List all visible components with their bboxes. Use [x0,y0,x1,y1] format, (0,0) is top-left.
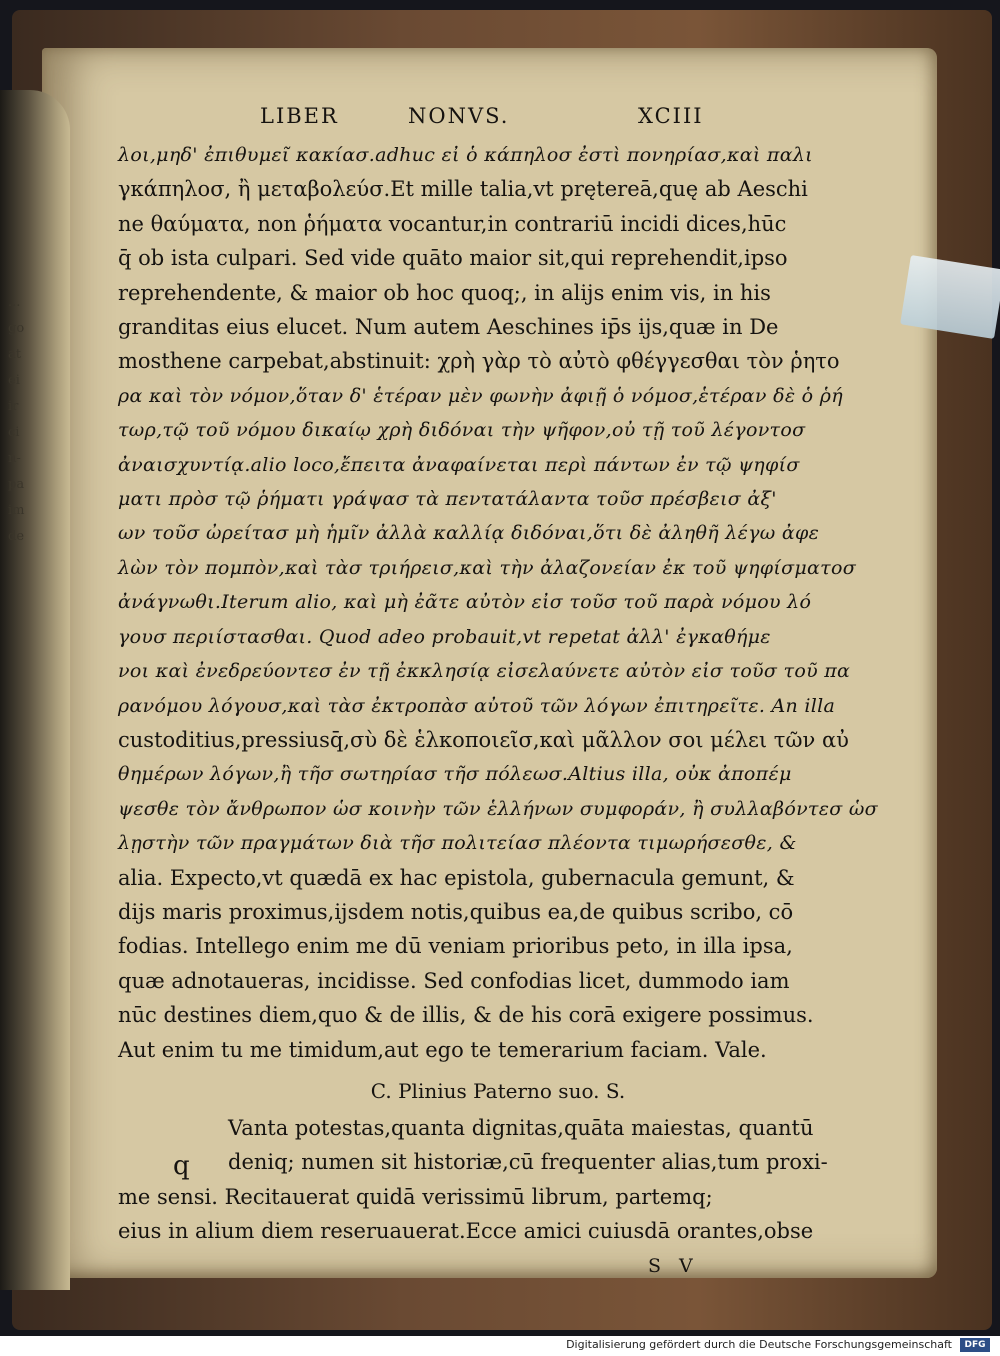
initial-letter: q [173,1150,190,1181]
text-line: granditas eius elucet. Num autem Aeschines ip̄s ijs,quæ in De [118,315,779,340]
margin-fragment: pa [8,477,25,492]
text-line: reprehendente, & maior ob hoc quoq;, in alijs enim vis, in his [118,280,771,305]
running-header [118,104,878,138]
text-line: γουσ περιίστασθαι. Quod adeo probauit,vt repetat ἀλλ' ἐγκαθήμε [118,625,771,648]
text-line: quæ adnotaueras, incidisse. Sed confodias licet, dummodo iam [118,968,790,993]
text-line: q̄ ob ista culpari. Sed vide quāto maior sit,qui reprehendit,ipso [118,246,788,271]
body-text [118,138,878,1067]
text-line: alia. Expecto,vt quædā ex hac epistola, gubernacula gemunt, & [118,865,795,890]
text-line: ἀναισχυντίᾳ.alio loco,ἔπειτα ἀναφαίνεται περὶ πάντων ἐν τῷ ψηφίσ [118,453,800,476]
margin-fragment: ci [8,425,20,440]
signature-mark: S V [648,1254,699,1277]
facing-page-edge [0,90,70,1290]
letter-line: deniq; numen sit historiæ,cū frequenter alias,tum proxi- [228,1150,828,1175]
letter-line: eius in alium diem reseruauerat.Ecce amici cuiusdā orantes,obse [118,1219,814,1244]
text-line: Aut enim tu me timidum,aut ego te temerarium faciam. Vale. [118,1037,767,1062]
text-line: λῃστὴν τῶν πραγμάτων διὰ τῆσ πολιτείασ πλέοντα τιμωρήσεσθε, & [118,832,797,855]
margin-fragment: go [8,321,25,336]
margin-fragment: ... [8,295,21,310]
margin-fragment: de [8,529,25,544]
text-line: ων τοῦσ ὠρείτασ μὴ ἡμῖν ἀλλὰ καλλίᾳ διδόναι,ὅτι δὲ ἀληθῆ λέγω ἀφε [118,522,820,545]
text-line: λοι,μηδ' ἐπιθυμεῖ κακίασ.adhuc εἰ ὁ κάπηλοσ ἐστὶ πονηρίασ,καὶ παλι [118,144,813,166]
text-line: ρανόμου λόγουσ,καὶ τὰσ ἐκτροπὰσ αὐτοῦ τῶν λόγων ἐπιτηρεῖτε. An illa [118,694,836,717]
text-line: λὼν τὸν πομπὸν,καὶ τὰσ τριήρεισ,καὶ τὴν ἀλαζονείαν ἐκ τοῦ ψηφίσματοσ [118,556,856,579]
paper-bookmark [900,255,1000,339]
letter-line: me sensi. Recitauerat quidā verissimū librum, partemq; [118,1184,713,1209]
text-line: custoditius,pressiusq̄,σὺ δὲ ἑλκοποιεῖσ,καὶ μᾶλλον σοι μέλει τῶν αὐ [118,727,849,752]
text-line: ne θαύματα, non ῥήματα vocantur,in contrariū incidi dices,hūc [118,211,787,236]
footer-credit: Digitalisierung gefördert durch die Deutsche Forschungsgemeinschaft [566,1338,952,1351]
letter-body [118,1111,878,1249]
margin-fragment: ei [8,373,20,388]
dfg-logo: DFG [960,1338,990,1352]
text-line: ψεσθε τὸν ἄνθρωπον ὡσ κοινὴν τῶν ἑλλήνων συμφοράν, ἢ συλλαβόντεσ ὡσ [118,797,878,820]
text-line: dijs maris proximus,ijsdem notis,quibus ea,de quibus scribo, cō [118,899,794,924]
letter-opening [118,1111,878,1249]
text-line: νοι καὶ ἐνεδρεύοντεσ ἐν τῇ ἐκκλησίᾳ εἰσελαύνετε αὐτὸν εἰσ τοῦσ τοῦ πα [118,660,851,683]
margin-fragment: at [8,347,21,362]
text-line: γκάπηλοσ, ἢ μεταβολεύσ.Et mille talia,vt prętereā,quę ab Aeschi [118,177,808,202]
letter-heading: C. Plinius Paterno suo. S. [370,1078,626,1103]
text-line: τωρ,τῷ τοῦ νόμου δικαίῳ χρὴ διδόναι τὴν ψῆφον,οὐ τῇ τοῦ λέγοντοσ [118,419,806,442]
text-line: mosthene carpebat,abstinuit: χρὴ γὰρ τὸ αὐτὸ φθέγγεσθαι τὸν ῥητο [118,349,840,374]
margin-fragment: ir [8,399,19,414]
page-number: XCIII [638,104,704,128]
facing-page-text [8,290,58,1090]
text-line: nūc destines diem,quo & de illis, & de his corā exigere possimus. [118,1003,814,1028]
header-left: LIBER [260,104,339,128]
page-text [118,104,878,1283]
text-line: ρα καὶ τὸν νόμον,ὅταν δ' ἑτέραν μὲν φωνὴν ἀφιῇ ὁ νόμοσ,ἑτέραν δὲ ὁ ῥή [118,384,843,407]
text-line: ἀνάγνωθι.Iterum alio, καὶ μὴ ἐᾶτε αὐτὸν εἰσ τοῦσ τοῦ παρὰ νόμου λό [118,591,812,614]
letter-line: Vanta potestas,quanta dignitas,quāta maiestas, quantū [228,1115,814,1140]
text-line: θημέρων λόγων,ἢ τῆσ σωτηρίασ τῆσ πόλεωσ.Altius illa, οὐκ ἀποπέμ [118,763,792,786]
footer-bar [0,1336,1000,1356]
margin-fragment: n- [8,451,21,466]
header-middle: NONVS. [408,104,510,128]
text-line: ματι πρὸσ τῷ ῥήματι γράψασ τὰ πεντατάλαντα τοῦσ πρέσβεισ ἀξ' [118,488,777,511]
text-line: fodias. Intellego enim me dū veniam prioribus peto, in illa ipsa, [118,934,793,959]
margin-fragment: im [8,503,25,518]
